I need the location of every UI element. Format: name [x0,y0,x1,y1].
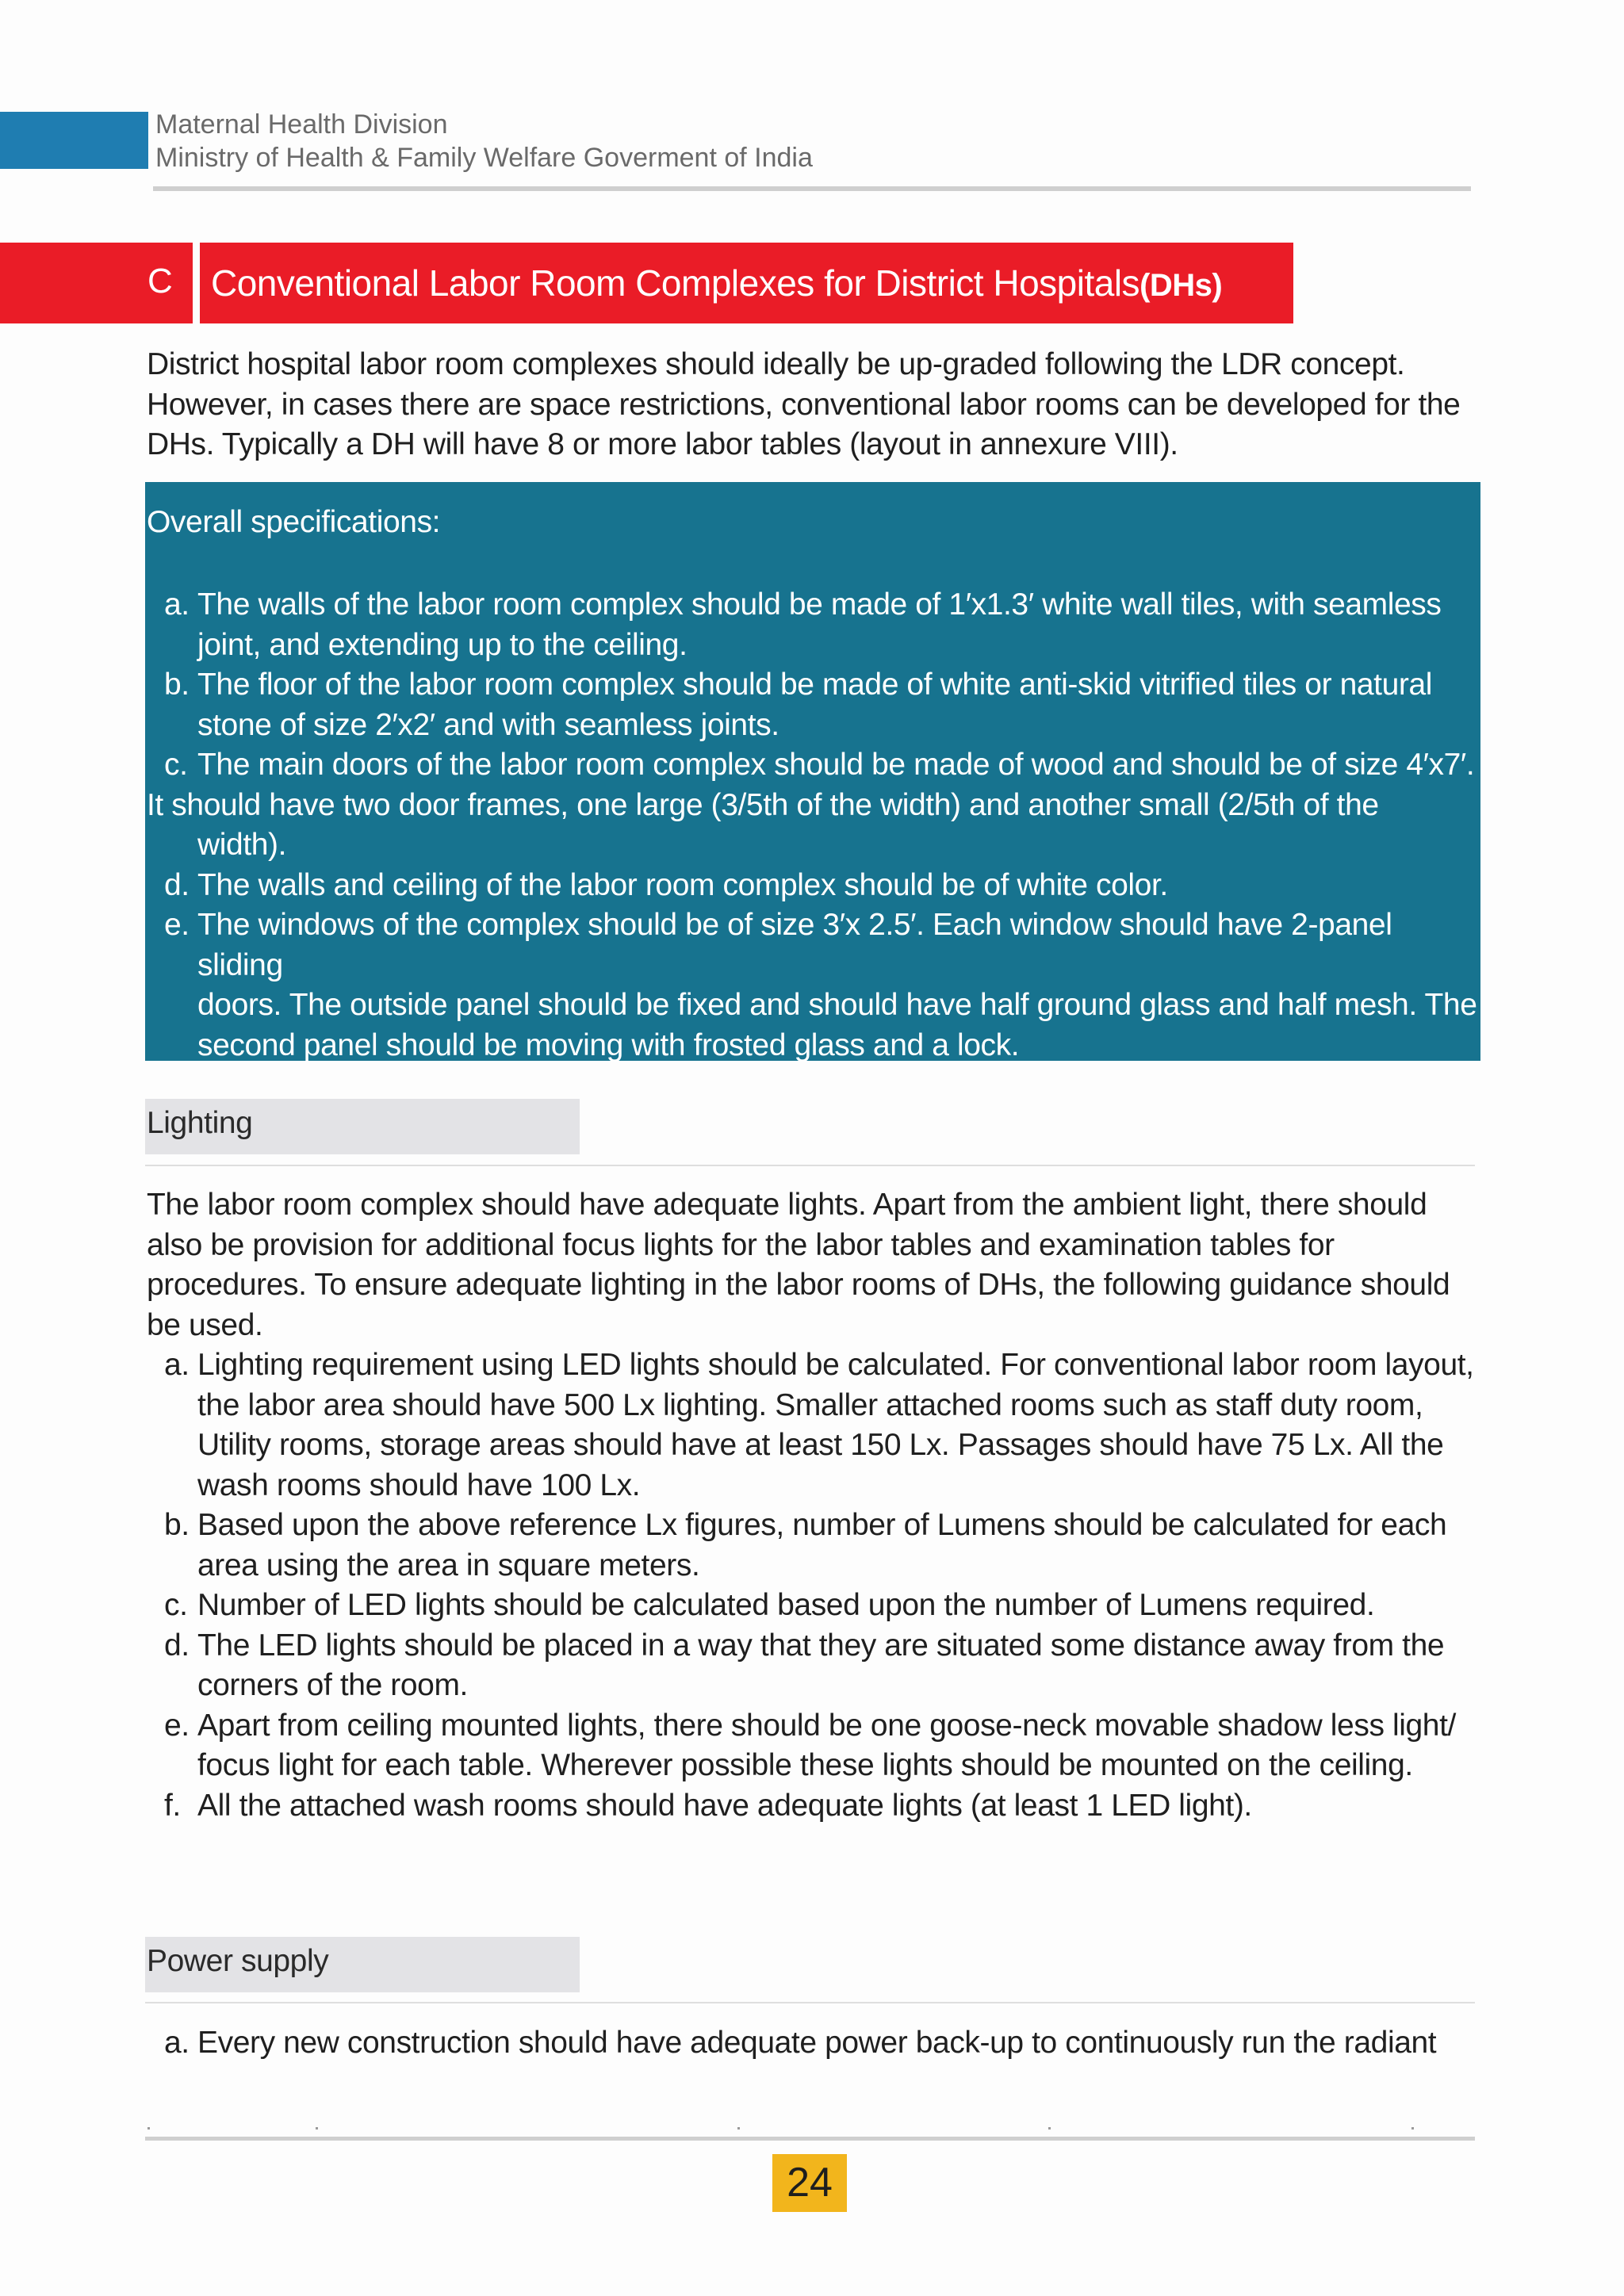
list-item-line: The floor of the labor room complex should be made of white anti-skid vitrified tiles or natural [197,668,1433,702]
header-divider [153,186,1471,191]
intro-line: However, in cases there are space restrictions, conventional labor rooms can be developed for the [147,387,1461,422]
list-item-line: Lighting requirement using LED lights should be calculated. For conventional labor room layout, [197,1348,1474,1382]
list-item-line: wash rooms should have 100 Lx. [197,1468,641,1502]
page-number: 24 [787,2160,833,2206]
specifications-list [147,585,1479,1066]
list-item-line: Number of LED lights should be calculated based upon the number of Lumens required. [197,1588,1375,1622]
list-item-line: corners of the room. [197,1668,468,1702]
list-item-label: e. [164,1708,190,1743]
list-item [147,1626,1479,1706]
list-item-line: Based upon the above reference Lx figures, number of Lumens should be calculated for each [197,1508,1447,1542]
list-item-label: f. [164,1788,181,1823]
list-item-label: b. [164,1508,190,1542]
power-divider [145,2002,1475,2003]
list-item-line: Apart from ceiling mounted lights, there should be one goose-neck movable shadow less light/ [197,1708,1456,1743]
list-item-line: The LED lights should be placed in a way that they are situated some distance away from the [197,1628,1445,1663]
list-item-line: The main doors of the labor room complex should be made of wood and should be of size 4′x7′. [197,748,1475,782]
section-letter: C [147,262,173,300]
list-item-line: The walls of the labor room complex should be made of 1′x1.3′ white wall tiles, with seamless [197,587,1442,622]
header-ministry: Ministry of Health & Family Welfare Goverment of India [155,143,813,173]
lighting-intro-line: also be provision for additional focus lights for the labor tables and examination tables for [147,1227,1335,1262]
list-item-line: The windows of the complex should be of size 3′x 2.5′. Each window should have 2-panel sliding [197,908,1392,982]
list-item-line: focus light for each table. Wherever possible these lights should be mounted on the ceiling. [197,1748,1413,1782]
list-item-line: joint, and extending up to the ceiling. [197,627,688,662]
list-item [147,585,1479,665]
list-item-line: stone of size 2′x2′ and with seamless joints. [197,707,779,742]
list-item [147,905,1479,1066]
list-item [147,745,1479,866]
list-item [147,1786,1479,1827]
intro-line: DHs. Typically a DH will have 8 or more labor tables (layout in annexure VIII). [147,427,1178,461]
list-item-label: b. [164,668,190,702]
section-title-text: Conventional Labor Room Complexes for District Hospitals [211,262,1140,304]
list-item [147,665,1479,745]
header-accent-bar [0,112,148,169]
list-item-label: c. [164,748,188,782]
list-item-label: d. [164,1628,190,1663]
header-division: Maternal Health Division [155,109,448,140]
lighting-intro-line: be used. [147,1307,263,1342]
specifications-title: Overall specifications: [147,505,441,539]
list-item-line: The walls and ceiling of the labor room complex should be of white color. [197,867,1168,902]
list-item-label: a. [164,587,190,622]
list-item-line: second panel should be moving with frosted glass and a lock. [197,1027,1020,1062]
lighting-intro [147,1185,1479,1345]
list-item [147,1345,1479,1506]
footer-dot [1048,2127,1051,2130]
footer-dot [147,2127,150,2130]
list-item-line: width). [197,828,287,862]
footer-dot [316,2127,318,2130]
footer-dot [737,2127,740,2130]
list-item-label: d. [164,867,190,902]
intro-line: District hospital labor room complexes should ideally be up-graded following the LDR concept. [147,347,1405,381]
list-item-label: a. [164,1348,190,1382]
list-item-line: doors. The outside panel should be fixed and should have half ground glass and half mesh. The [197,988,1477,1022]
list-item-label: a. [164,2026,190,2060]
section-title [211,262,1222,304]
section-title-suffix: (DHs) [1139,268,1223,303]
lighting-divider [145,1165,1475,1166]
lighting-list [147,1345,1479,1826]
footer-divider [145,2137,1475,2141]
list-item-line: It should have two door frames, one large (3/5th of the width) and another small (2/5th of the [147,787,1379,822]
list-item-line: the labor area should have 500 Lx lighting. Smaller attached rooms such as staff duty room, [197,1387,1423,1422]
list-item [147,866,1479,906]
list-item-label: c. [164,1588,188,1622]
list-item [147,1506,1479,1586]
power-list [147,2023,1479,2064]
list-item-line: All the attached wash rooms should have adequate lights (at least 1 LED light). [197,1788,1252,1823]
lighting-intro-line: procedures. To ensure adequate lighting in the labor rooms of DHs, the following guidance should [147,1268,1450,1302]
list-item [147,1586,1479,1626]
intro-paragraph [147,345,1479,465]
power-heading: Power supply [147,1944,329,1978]
list-item [147,1706,1479,1786]
footer-dot [1411,2127,1414,2130]
list-item-label: e. [164,908,190,942]
list-item-line: area using the area in square meters. [197,1548,700,1582]
lighting-intro-line: The labor room complex should have adequate lights. Apart from the ambient light, there should [147,1188,1427,1222]
list-item-line: Every new construction should have adequate power back-up to continuously run the radiant [197,2026,1437,2060]
list-item [147,2023,1479,2064]
list-item-line: Utility rooms, storage areas should have at least 150 Lx. Passages should have 75 Lx. All the [197,1428,1444,1462]
lighting-heading: Lighting [147,1106,253,1140]
